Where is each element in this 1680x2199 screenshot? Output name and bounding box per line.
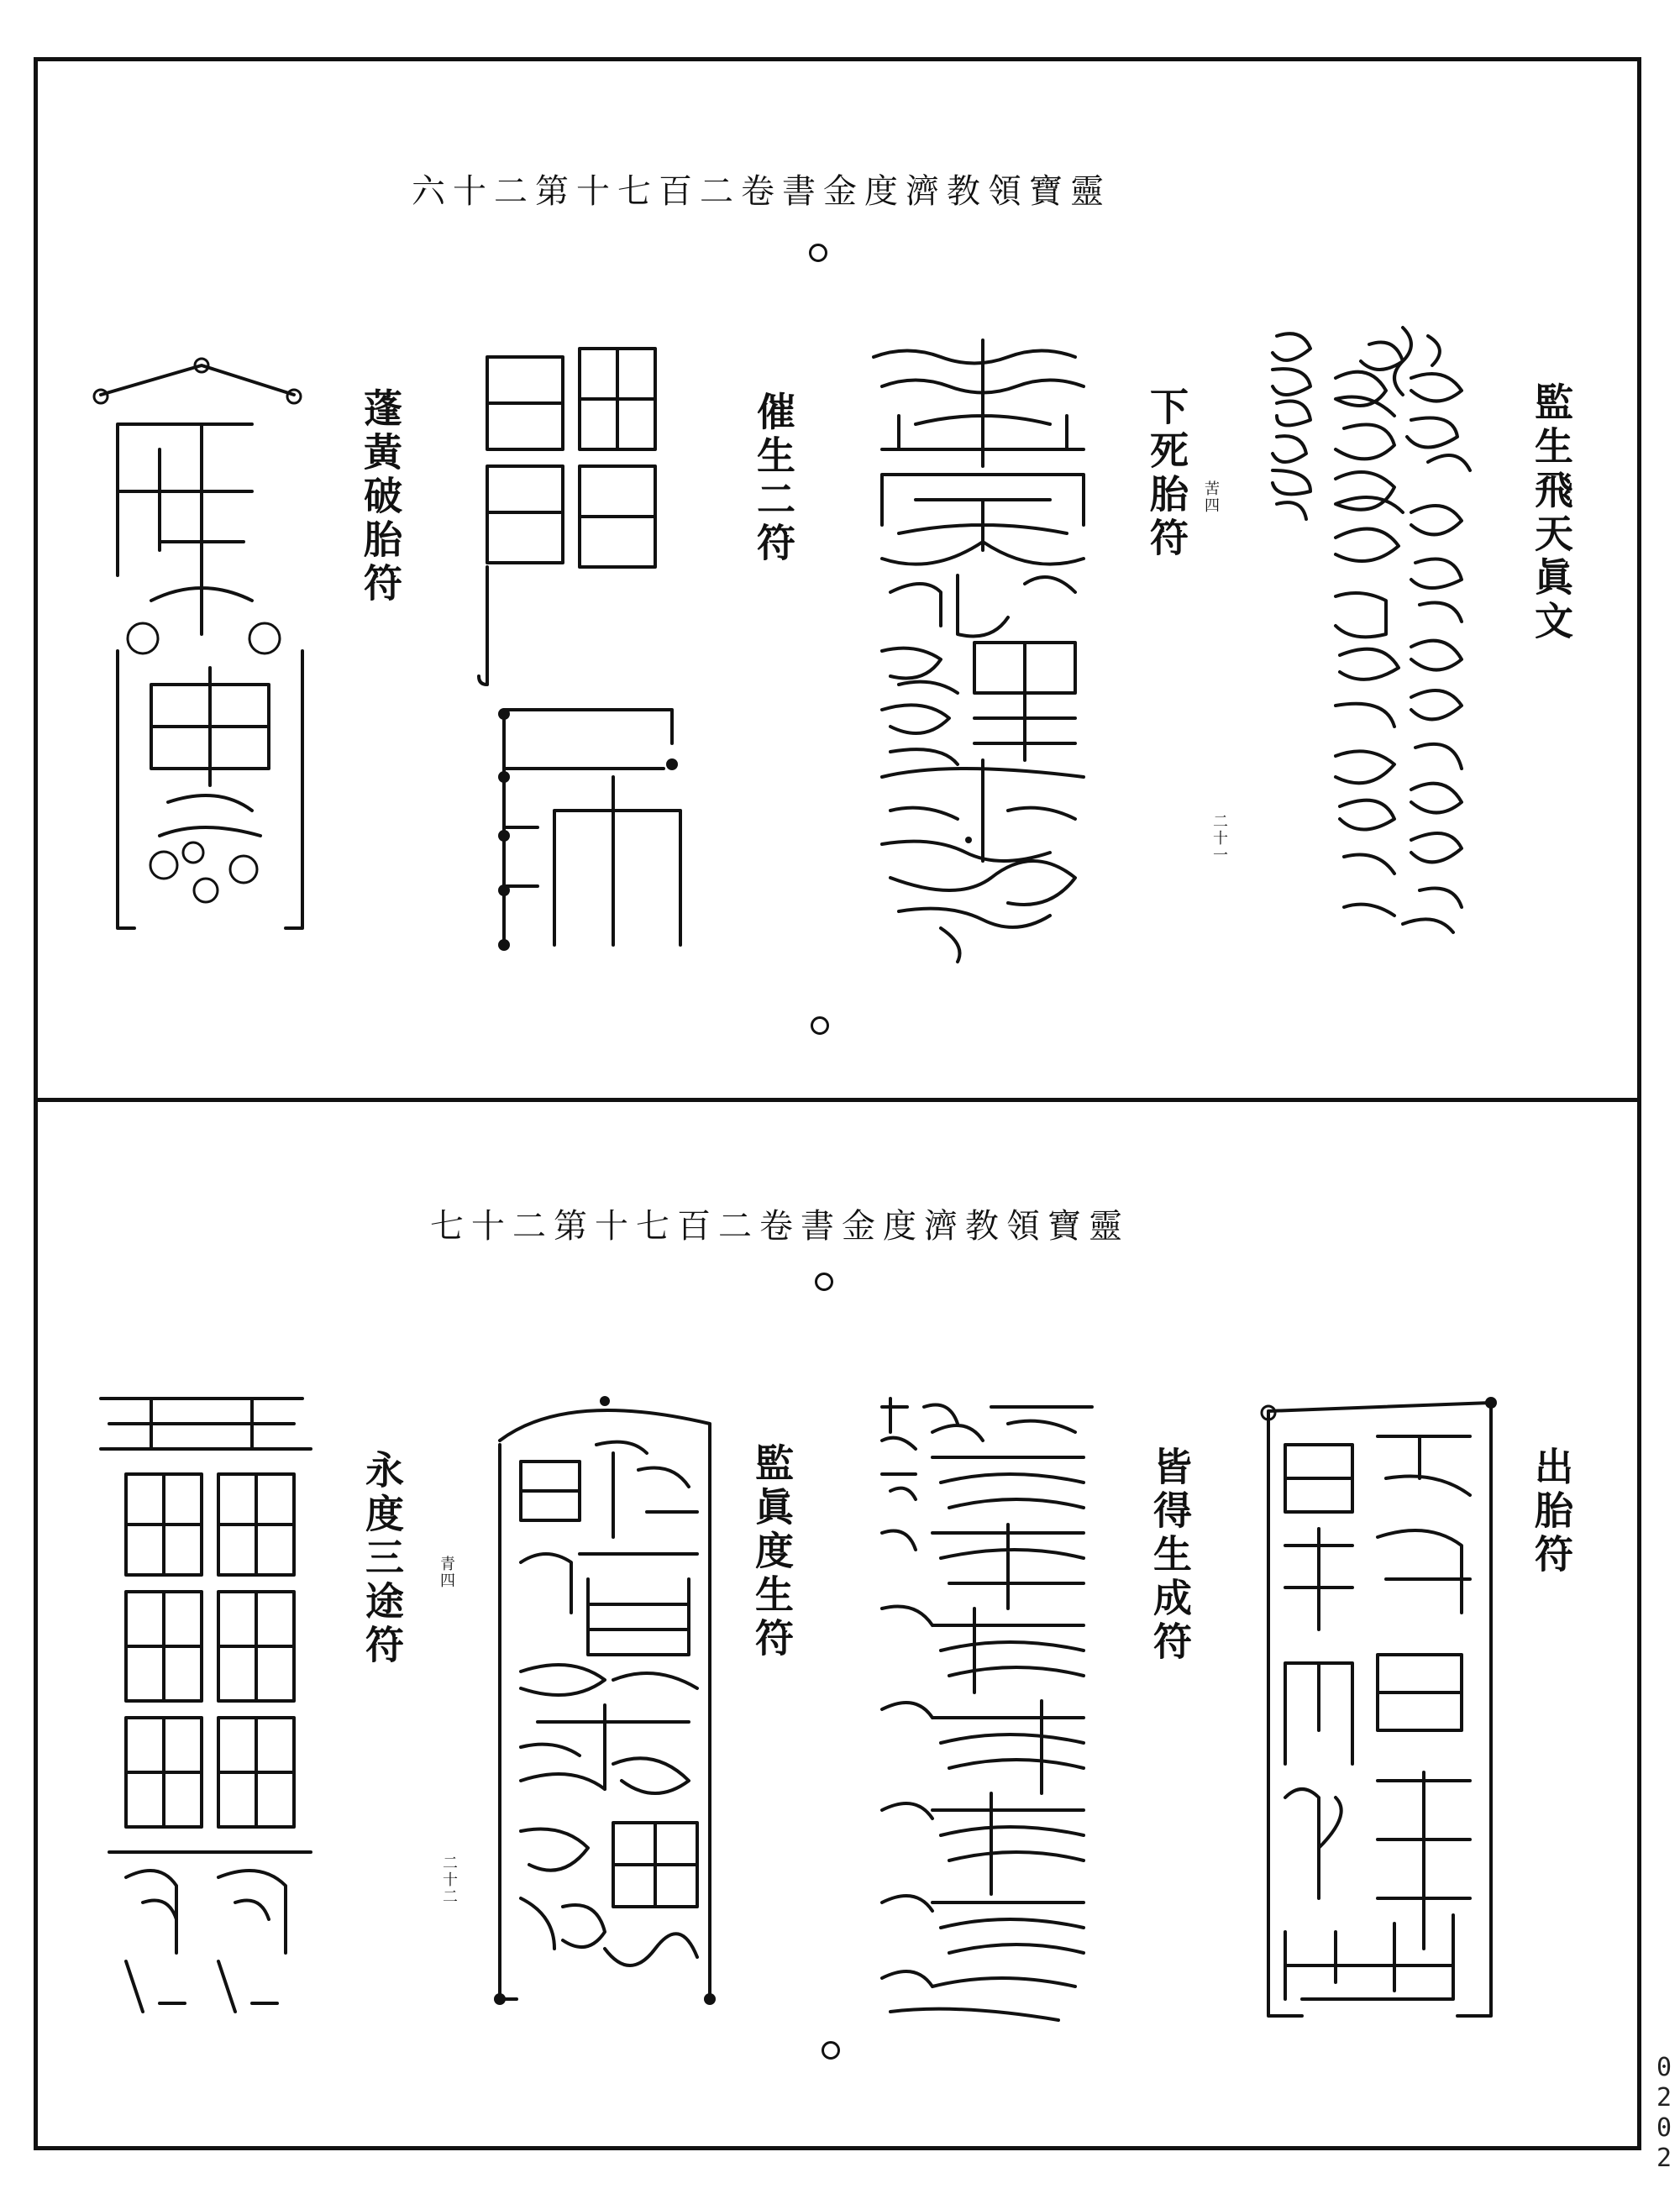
small-note-bottom: 青四 [438,1556,455,1589]
talisman-yongdu-grid [92,1382,336,2028]
talisman-jiede-dense-seal [874,1390,1109,2028]
talisman-xiasi-seal [865,340,1109,962]
margin-number-top: 二十一 [1210,813,1228,863]
bottom-bottom-circle-mark [822,2041,840,2060]
top-header-circle-mark [809,244,827,262]
panel-divider [34,1098,1641,1102]
title-yongdu-santu-fu: 永度三途符 [360,1450,405,1668]
title-cuisheng-erfu: 催生二符 [751,391,796,566]
small-note-top: 苦四 [1202,480,1220,514]
title-jiansheng-feitian-zhenwen: 監生飛天眞文 [1529,382,1574,644]
talisman-cuisheng-grid [470,340,739,987]
title-jiede-shengcheng-fu: 皆得生成符 [1147,1446,1193,1665]
talisman-jianzhen-framed [487,1394,731,2016]
top-running-header: 靈寶領教濟度金書卷二百七十第二十六 [412,172,1111,211]
bottom-header-circle-mark [815,1273,833,1291]
page-number: 0202 [1656,2053,1672,2173]
title-xiasi-taifu: 下死胎符 [1144,386,1189,561]
margin-number-bottom: 二十二 [440,1855,458,1905]
title-chutai-fu: 出胎符 [1529,1446,1574,1577]
talisman-seal-script-scroll [1260,319,1487,958]
talisman-penghuang-seal [84,349,361,987]
bottom-running-header: 靈寶領教濟度金書卷二百七十第二十七 [430,1207,1130,1246]
talisman-chutai-framed [1252,1378,1504,2033]
top-bottom-circle-mark [811,1016,829,1035]
title-penghuang-potaifu: 蓬黃破胎符 [358,388,403,606]
title-jianzhen-dusheng-fu: 監眞度生符 [749,1443,795,1661]
